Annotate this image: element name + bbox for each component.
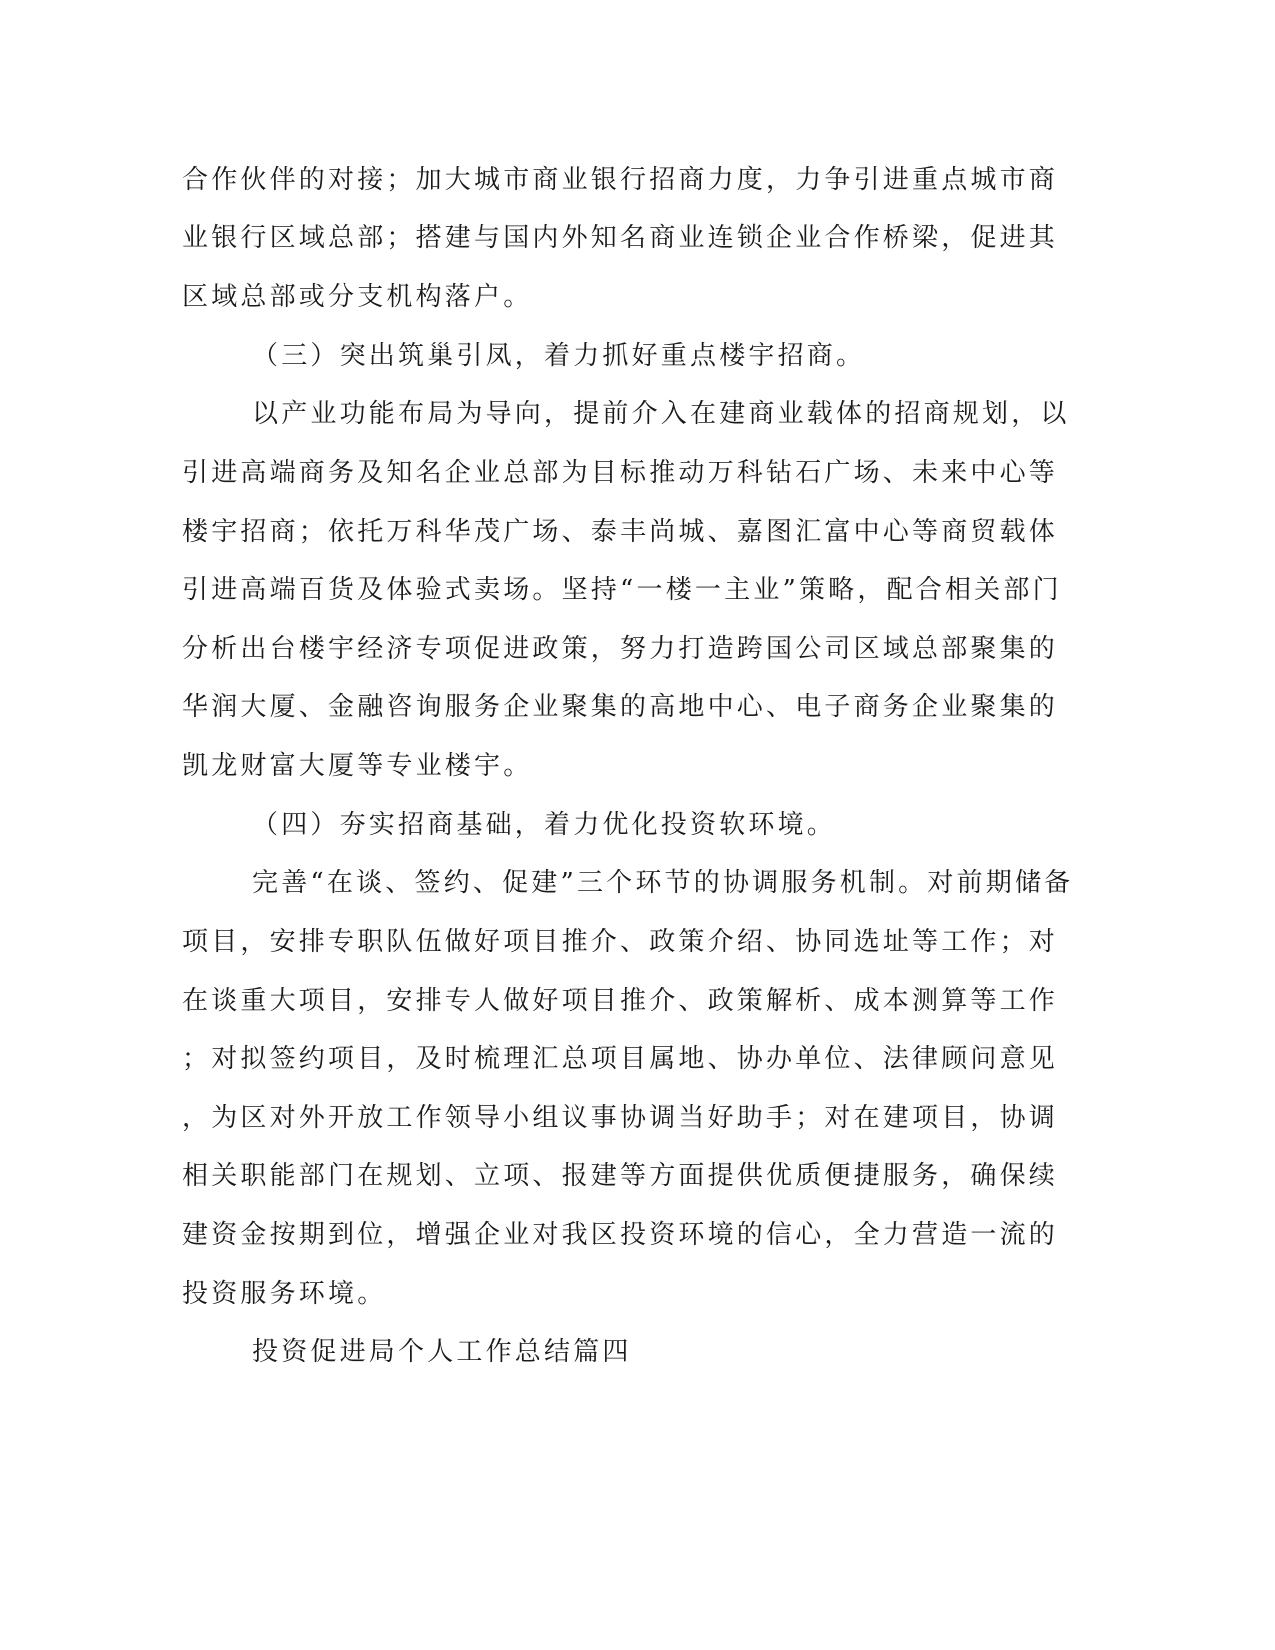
paragraph-line: 业银行区域总部；搭建与国内外知名商业连锁企业合作桥梁，促进其 — [182, 223, 1059, 253]
paragraph-line: 凯龙财富大厦等专业楼宇。 — [182, 751, 533, 781]
paragraph-line: 引进高端商务及知名企业总部为目标推动万科钻石广场、未来中心等 — [182, 458, 1059, 488]
paragraph-line: 华润大厦、金融咨询服务企业聚集的高地中心、电子商务企业聚集的 — [182, 692, 1059, 722]
paragraph-line: ，为区对外开放工作领导小组议事协调当好助手；对在建项目，协调 — [182, 1103, 1059, 1133]
paragraph-line: 项目，安排专职队伍做好项目推介、政策介绍、协同选址等工作；对 — [182, 927, 1059, 957]
paragraph-line: 投资服务环境。 — [182, 1279, 387, 1309]
paragraph-line: 区域总部或分支机构落户。 — [182, 282, 533, 312]
article-title: 投资促进局个人工作总结篇四 — [252, 1337, 632, 1367]
paragraph-line: ；对拟签约项目，及时梳理汇总项目属地、协办单位、法律顾问意见 — [182, 1044, 1059, 1074]
paragraph-line: 引进高端百货及体验式卖场。坚持“一楼一主业”策略，配合相关部门 — [182, 575, 1062, 605]
paragraph-line: 建资金按期到位，增强企业对我区投资环境的信心，全力营造一流的 — [182, 1220, 1059, 1250]
section-heading: （四）夯实招商基础，着力优化投资软环境。 — [252, 810, 837, 840]
paragraph-line: 合作伙伴的对接；加大城市商业银行招商力度，力争引进重点城市商 — [182, 165, 1059, 195]
paragraph-line: 在谈重大项目，安排专人做好项目推介、政策解析、成本测算等工作 — [182, 986, 1059, 1016]
paragraph-line: 分析出台楼宇经济专项促进政策，努力打造跨国公司区域总部聚集的 — [182, 634, 1059, 664]
paragraph-line: 相关职能部门在规划、立项、报建等方面提供优质便捷服务，确保续 — [182, 1161, 1059, 1191]
paragraph-line: 以产业功能布局为导向，提前介入在建商业载体的招商规划，以 — [252, 399, 1070, 429]
paragraph-line: 完善“在谈、签约、促建”三个环节的协调服务机制。对前期储备 — [252, 868, 1074, 898]
section-heading: （三）突出筑巢引凤，着力抓好重点楼宇招商。 — [252, 341, 866, 371]
paragraph-line: 楼宇招商；依托万科华茂广场、泰丰尚城、嘉图汇富中心等商贸载体 — [182, 517, 1059, 547]
